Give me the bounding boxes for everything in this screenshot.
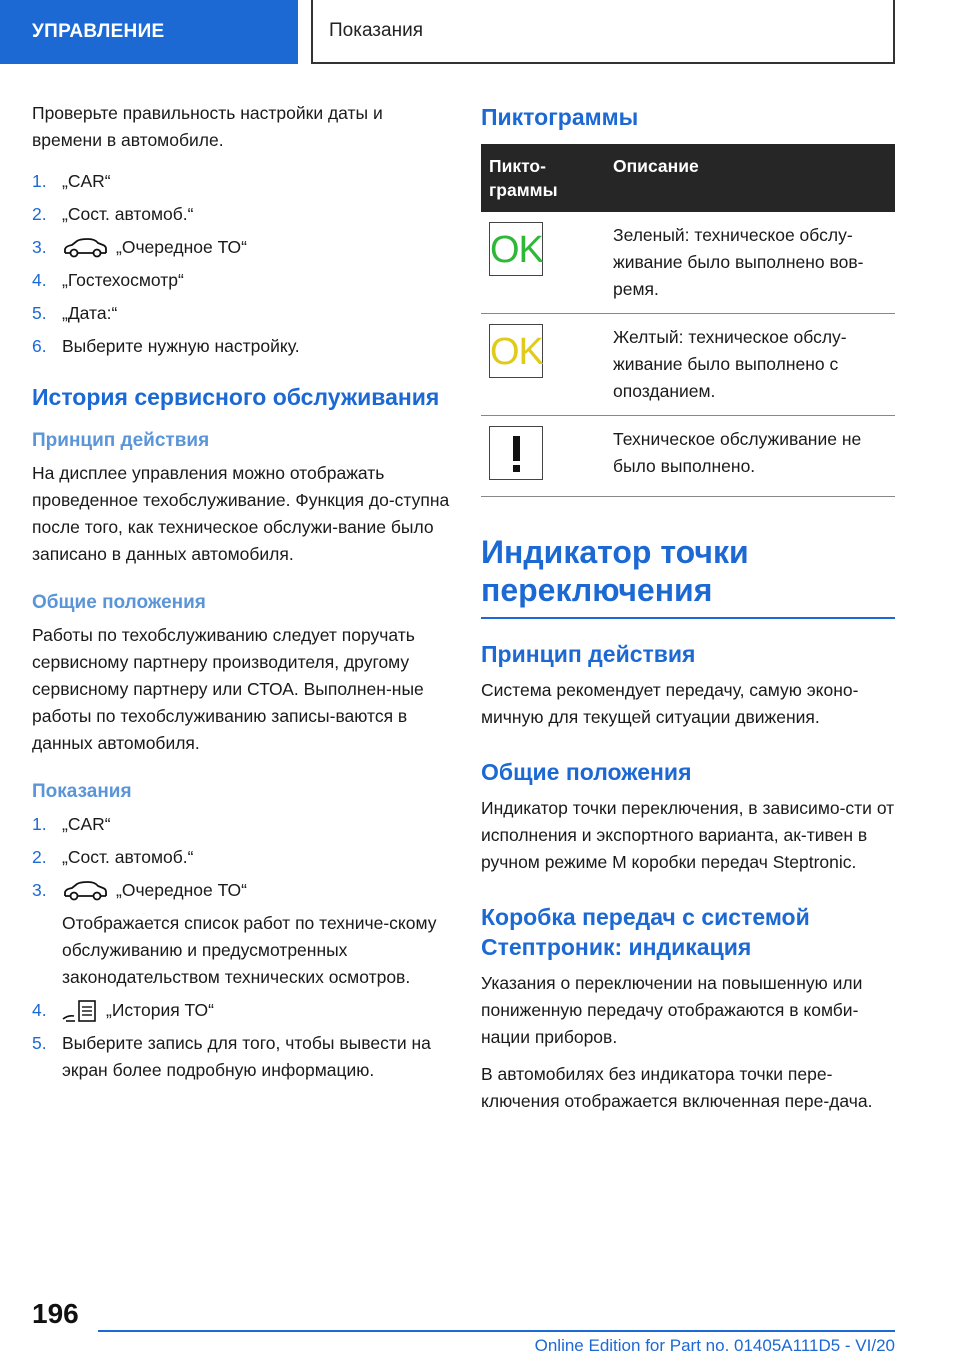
list-item [32, 333, 450, 360]
steptronic-text-1: Указания о переключении на повышенную или пониженную передачу отображаются в комби-нации приборов. [481, 973, 863, 1047]
step-number: 5. [32, 303, 47, 323]
edition-link[interactable]: Online Edition for Part no. 01405A111D5 - VI/20 [534, 1336, 895, 1355]
pictogram-cell [481, 314, 605, 416]
list-item [32, 234, 450, 261]
pictogram-cell [481, 416, 605, 497]
step-number: 1. [32, 171, 47, 191]
general-heading: Общие положения [32, 592, 206, 613]
ok-green-icon: OK [489, 222, 543, 276]
step-text: „Сост. автомоб.“ [62, 847, 194, 867]
table-row [481, 314, 895, 416]
step-text: „Сост. автомоб.“ [62, 204, 194, 224]
display-heading: Показания [32, 781, 132, 802]
ok-yellow-icon: OK [489, 324, 543, 378]
pictogram-cell [481, 212, 605, 314]
step-number: 1. [32, 814, 47, 834]
description-cell: Желтый: техническое обслу-живание было выполнено с опозданием. [605, 314, 895, 416]
principle-heading: Принцип действия [32, 430, 210, 451]
description-cell: Техническое обслуживание не было выполнено. [605, 416, 895, 497]
settings-steps [32, 168, 450, 360]
shift-indicator-heading: Индикатор точки переключения [481, 534, 749, 608]
step-text: Выберите нужную настройку. [62, 336, 300, 356]
description-cell: Зеленый: техническое обслу-живание было выполнено вов-ремя. [605, 212, 895, 314]
heading-divider [481, 617, 895, 619]
step-text: „Дата:“ [62, 303, 118, 323]
car-service-icon [62, 881, 108, 901]
step-text: Выберите запись для того, чтобы вывести на экран более подробную информацию. [62, 1033, 431, 1080]
intro-text: Проверьте правильность настройки даты и времени в автомобиле. [32, 103, 383, 150]
page-title: Показания [329, 20, 423, 41]
principle-heading: Принцип действия [481, 641, 696, 667]
display-steps [32, 811, 450, 1084]
car-service-icon [62, 238, 108, 258]
section-title: УПРАВЛЕНИЕ [32, 21, 165, 42]
step-number: 3. [32, 237, 47, 257]
exclamation-icon [489, 426, 543, 480]
step-number: 2. [32, 847, 47, 867]
list-item [32, 844, 450, 871]
general-heading: Общие положения [481, 759, 692, 785]
list-item [32, 267, 450, 294]
table-row [481, 416, 895, 497]
step-subtext: Отображается список работ по техниче-скому обслуживанию и предусмотренных законодательством технических осмотров. [62, 913, 437, 987]
step-number: 5. [32, 1033, 47, 1053]
footer-divider [98, 1330, 895, 1332]
history-heading: История сервисного обслуживания [32, 384, 440, 410]
page-number: 196 [32, 1298, 79, 1329]
step-text: „История ТО“ [106, 1000, 214, 1020]
steptronic-heading: Коробка передач с системой Стептроник: индикация [481, 904, 810, 960]
right-column [481, 100, 895, 1125]
page-header [311, 0, 895, 64]
list-item [32, 811, 450, 838]
step-text: „CAR“ [62, 171, 111, 191]
list-item [32, 201, 450, 228]
section-tab [0, 0, 298, 64]
table-header-row [481, 144, 895, 212]
column-header-description: Описание [605, 144, 895, 212]
step-text: „CAR“ [62, 814, 111, 834]
step-number: 4. [32, 270, 47, 290]
list-item [32, 997, 450, 1024]
left-column [32, 100, 450, 1090]
principle-text: Система рекомендует передачу, самую эконо-мичную для текущей ситуации движения. [481, 680, 859, 727]
step-number: 4. [32, 1000, 47, 1020]
list-item [32, 300, 450, 327]
step-number: 6. [32, 336, 47, 356]
list-item [32, 877, 450, 991]
pictograms-heading: Пиктограммы [481, 104, 639, 130]
list-item [32, 168, 450, 195]
steptronic-text-2: В автомобилях без индикатора точки пере-ключения отображается включенная пере-дача. [481, 1064, 873, 1111]
general-text: Работы по техобслуживанию следует поручать сервисному партнеру производителя, другому сервисному партнеру или СТОА. Выполнен-ные работы по техобслуживанию записы-ваются в данных автомобиля. [32, 625, 424, 753]
pictograms-table [481, 144, 895, 497]
step-number: 2. [32, 204, 47, 224]
step-text: „Гостехосмотр“ [62, 270, 184, 290]
step-text: „Очередное ТО“ [116, 237, 247, 257]
service-history-icon [62, 999, 98, 1023]
principle-text: На дисплее управления можно отображать проведенное техобслуживание. Функция до-ступна после того, как техническое обслужи-вание было записано в данных автомобиля. [32, 463, 450, 564]
general-text: Индикатор точки переключения, в зависимо-сти от исполнения и экспортного варианта, ак-тивен в ручном режиме М коробки передач Steptronic. [481, 798, 895, 872]
step-number: 3. [32, 880, 47, 900]
step-text: „Очередное ТО“ [116, 880, 247, 900]
list-item [32, 1030, 450, 1084]
table-row [481, 212, 895, 314]
column-header-pictograms: Пикто-граммы [481, 144, 605, 212]
